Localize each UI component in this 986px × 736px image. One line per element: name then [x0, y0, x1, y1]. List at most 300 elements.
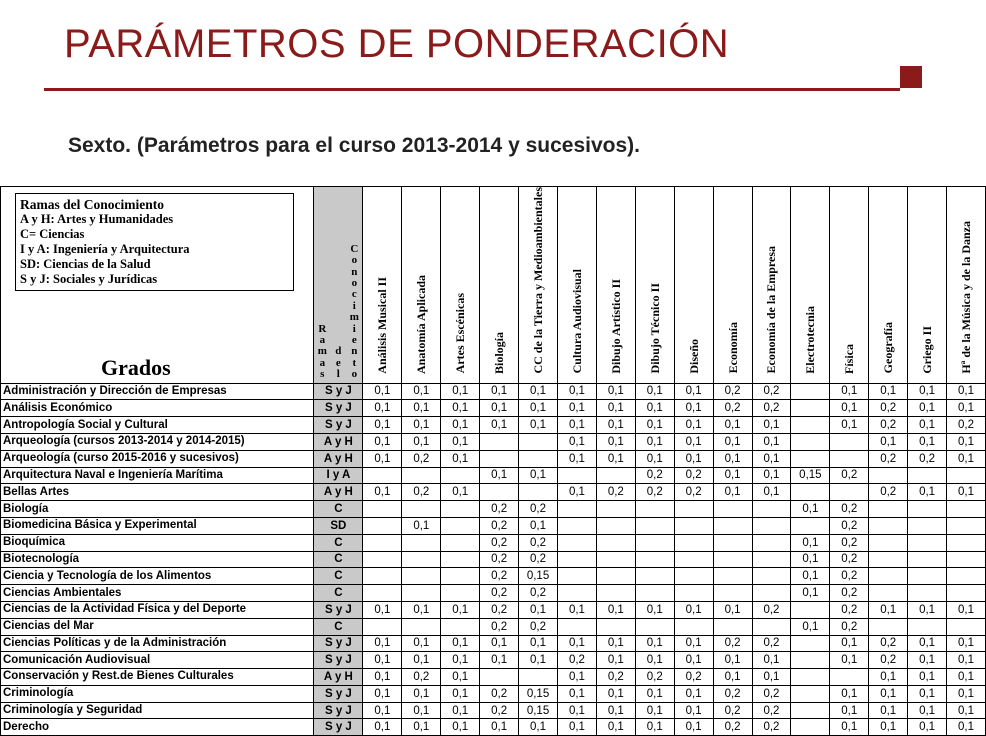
rama-cell: C	[314, 568, 363, 585]
weight-cell	[830, 669, 869, 686]
weight-cell: 0,1	[713, 652, 752, 669]
weight-cell: 0,2	[830, 585, 869, 602]
weight-cell: 0,1	[869, 702, 908, 719]
weight-cell: 0,1	[635, 400, 674, 417]
table-row	[1, 719, 986, 736]
weight-cell: 0,2	[402, 484, 441, 501]
weight-cell: 0,2	[674, 467, 713, 484]
table-row	[1, 501, 986, 518]
weight-cell	[519, 450, 558, 467]
legend-header-cell	[1, 187, 314, 384]
weight-cell: 0,1	[947, 635, 986, 652]
weight-cell	[441, 517, 480, 534]
grado-name: Conservación y Rest.de Bienes Culturales	[1, 669, 314, 686]
weight-cell: 0,2	[480, 702, 519, 719]
weight-cell	[947, 568, 986, 585]
weight-cell	[557, 585, 596, 602]
weight-cell: 0,1	[441, 652, 480, 669]
grado-name: Ciencias Ambientales	[1, 585, 314, 602]
weight-cell	[557, 551, 596, 568]
table-row	[1, 400, 986, 417]
table-row	[1, 652, 986, 669]
weight-cell: 0,1	[441, 433, 480, 450]
weight-cell: 0,1	[947, 383, 986, 400]
grado-name: Ciencia y Tecnología de los Alimentos	[1, 568, 314, 585]
table-row	[1, 534, 986, 551]
rama-cell: A y H	[314, 433, 363, 450]
weight-cell: 0,2	[713, 400, 752, 417]
ramas-header-letter: n	[351, 345, 358, 358]
weight-cell	[674, 585, 713, 602]
weight-cell: 0,1	[791, 568, 830, 585]
weight-cell: 0,1	[557, 400, 596, 417]
grado-name: Biomedicina Básica y Experimental	[1, 517, 314, 534]
weight-cell	[674, 568, 713, 585]
weight-cell: 0,1	[519, 517, 558, 534]
weight-cell	[596, 585, 635, 602]
column-header-label: Artes Escénicas	[453, 293, 468, 374]
weight-cell: 0,1	[908, 417, 947, 434]
weight-cell: 0,1	[635, 652, 674, 669]
weight-cell	[791, 601, 830, 618]
weight-cell: 0,1	[947, 433, 986, 450]
rama-cell: C	[314, 585, 363, 602]
weight-cell: 0,1	[791, 585, 830, 602]
weight-cell	[791, 685, 830, 702]
weight-cell	[674, 551, 713, 568]
rama-cell: I y A	[314, 467, 363, 484]
weight-cell: 0,1	[908, 433, 947, 450]
weight-cell	[557, 534, 596, 551]
weight-cell: 0,2	[713, 685, 752, 702]
weight-cell: 0,2	[480, 618, 519, 635]
column-header	[674, 187, 713, 384]
ponderation-table	[0, 186, 986, 736]
weight-cell	[441, 618, 480, 635]
weight-cell	[402, 467, 441, 484]
weight-cell: 0,15	[519, 568, 558, 585]
weight-cell: 0,1	[869, 433, 908, 450]
weight-cell	[480, 669, 519, 686]
weight-cell: 0,1	[635, 685, 674, 702]
ramas-header-letter: i	[352, 299, 356, 312]
weight-cell	[869, 501, 908, 518]
grado-name: Bioquímica	[1, 534, 314, 551]
weight-cell	[441, 534, 480, 551]
ramas-header-letter: l	[336, 368, 340, 381]
weight-cell: 0,2	[519, 551, 558, 568]
weight-cell: 0,2	[557, 652, 596, 669]
table-row	[1, 450, 986, 467]
weight-cell: 0,1	[635, 635, 674, 652]
weight-cell: 0,1	[947, 400, 986, 417]
weight-cell: 0,1	[480, 383, 519, 400]
ramas-header-letter: i	[352, 322, 356, 335]
weight-cell: 0,1	[557, 450, 596, 467]
table-row	[1, 601, 986, 618]
weight-cell: 0,2	[480, 601, 519, 618]
weight-cell: 0,1	[557, 685, 596, 702]
weight-cell: 0,2	[869, 484, 908, 501]
ramas-header-letter: R	[318, 322, 327, 335]
weight-cell: 0,1	[674, 417, 713, 434]
table-body	[1, 383, 986, 736]
weight-cell: 0,1	[752, 433, 791, 450]
weight-cell: 0,1	[557, 719, 596, 736]
weight-cell: 0,1	[557, 601, 596, 618]
weight-cell: 0,1	[908, 484, 947, 501]
slide-subtitle: Sexto. (Parámetros para el curso 2013-2014 y sucesivos).	[68, 134, 640, 157]
weight-cell: 0,2	[752, 601, 791, 618]
weight-cell	[947, 501, 986, 518]
weight-cell	[791, 517, 830, 534]
weight-cell	[635, 585, 674, 602]
grado-name: Criminología	[1, 685, 314, 702]
weight-cell	[947, 467, 986, 484]
weight-cell: 0,1	[402, 517, 441, 534]
weight-cell: 0,1	[908, 383, 947, 400]
column-header-label: Dibujo Artístico II	[608, 278, 623, 374]
weight-cell: 0,1	[596, 685, 635, 702]
weight-cell	[752, 551, 791, 568]
weight-cell: 0,1	[363, 685, 402, 702]
weight-cell: 0,1	[869, 719, 908, 736]
column-header-label: Griego II	[920, 325, 935, 374]
weight-cell: 0,2	[752, 383, 791, 400]
weight-cell: 0,1	[635, 601, 674, 618]
weight-cell	[596, 467, 635, 484]
weight-cell: 0,1	[713, 433, 752, 450]
weight-cell	[363, 534, 402, 551]
table-row	[1, 417, 986, 434]
weight-cell: 0,1	[441, 719, 480, 736]
weight-cell: 0,1	[947, 669, 986, 686]
weight-cell: 0,2	[402, 450, 441, 467]
grado-name: Arqueología (cursos 2013-2014 y 2014-2015)	[1, 433, 314, 450]
weight-cell: 0,2	[480, 568, 519, 585]
weight-cell: 0,1	[947, 484, 986, 501]
weight-cell: 0,1	[752, 450, 791, 467]
weight-cell: 0,1	[830, 702, 869, 719]
weight-cell	[830, 484, 869, 501]
title-accent-square	[900, 66, 922, 88]
legend-line: I y A: Ingeniería y Arquitectura	[20, 242, 190, 256]
weight-cell: 0,1	[752, 652, 791, 669]
weight-cell	[908, 618, 947, 635]
grados-label: Grados	[101, 354, 171, 380]
table-row	[1, 517, 986, 534]
rama-cell: S y J	[314, 685, 363, 702]
weight-cell	[791, 450, 830, 467]
weight-cell: 0,2	[713, 702, 752, 719]
ramas-header-letter: e	[351, 333, 357, 346]
weight-cell: 0,1	[674, 601, 713, 618]
table-row	[1, 702, 986, 719]
weight-cell: 0,1	[674, 433, 713, 450]
weight-cell: 0,1	[402, 685, 441, 702]
weight-cell	[908, 517, 947, 534]
legend-title: Ramas del Conocimiento	[20, 197, 164, 212]
column-header-label: Anatomía Aplicada	[414, 274, 429, 374]
weight-cell: 0,1	[674, 635, 713, 652]
weight-cell: 0,1	[557, 702, 596, 719]
weight-cell: 0,2	[480, 585, 519, 602]
weight-cell: 0,1	[908, 685, 947, 702]
weight-cell	[635, 534, 674, 551]
weight-cell: 0,1	[441, 635, 480, 652]
column-header	[519, 187, 558, 384]
weight-cell	[519, 484, 558, 501]
weight-cell	[791, 719, 830, 736]
column-header	[947, 187, 986, 384]
ramas-header-letter: d	[335, 345, 342, 358]
rama-cell: S y J	[314, 652, 363, 669]
rama-cell: S y J	[314, 383, 363, 400]
weight-cell: 0,1	[402, 383, 441, 400]
weight-cell: 0,1	[519, 719, 558, 736]
weight-cell: 0,2	[635, 484, 674, 501]
weight-cell	[441, 585, 480, 602]
weight-cell: 0,2	[830, 618, 869, 635]
weight-cell: 0,1	[947, 601, 986, 618]
weight-cell: 0,2	[830, 501, 869, 518]
weight-cell	[752, 568, 791, 585]
weight-cell: 0,2	[752, 400, 791, 417]
weight-cell: 0,1	[557, 417, 596, 434]
weight-cell	[908, 585, 947, 602]
weight-cell	[908, 551, 947, 568]
weight-cell	[713, 551, 752, 568]
legend-line: SD: Ciencias de la Salud	[20, 257, 151, 271]
weight-cell: 0,1	[480, 467, 519, 484]
ramas-header-letter: t	[352, 356, 357, 369]
column-header-label: Física	[842, 343, 857, 374]
weight-cell	[402, 568, 441, 585]
weight-cell: 0,1	[791, 618, 830, 635]
weight-cell: 0,2	[480, 685, 519, 702]
weight-cell: 0,1	[441, 685, 480, 702]
column-header	[441, 187, 480, 384]
weight-cell	[752, 501, 791, 518]
ramas-header-letter: s	[320, 368, 325, 381]
weight-cell	[519, 433, 558, 450]
weight-cell: 0,1	[635, 417, 674, 434]
weight-cell: 0,1	[402, 417, 441, 434]
grado-name: Administración y Dirección de Empresas	[1, 383, 314, 400]
weight-cell: 0,1	[519, 400, 558, 417]
grado-name: Ciencias Políticas y de la Administración	[1, 635, 314, 652]
weight-cell	[402, 501, 441, 518]
weight-cell: 0,1	[674, 719, 713, 736]
weight-cell	[596, 501, 635, 518]
weight-cell: 0,1	[402, 433, 441, 450]
weight-cell: 0,2	[480, 534, 519, 551]
weight-cell	[713, 618, 752, 635]
weight-cell	[402, 618, 441, 635]
rama-cell: A y H	[314, 484, 363, 501]
weight-cell	[869, 551, 908, 568]
weight-cell	[635, 551, 674, 568]
weight-cell: 0,1	[596, 383, 635, 400]
column-header-label: Dibujo Técnico II	[647, 283, 662, 374]
weight-cell: 0,2	[869, 417, 908, 434]
column-header	[557, 187, 596, 384]
weight-cell: 0,2	[596, 669, 635, 686]
weight-cell	[363, 467, 402, 484]
weight-cell	[635, 501, 674, 518]
weight-cell: 0,1	[830, 383, 869, 400]
column-header	[713, 187, 752, 384]
column-header	[791, 187, 830, 384]
column-header-label: Análisis Musical II	[375, 276, 390, 374]
weight-cell: 0,1	[596, 601, 635, 618]
column-header-label: Diseño	[686, 338, 701, 374]
weight-cell: 0,1	[947, 652, 986, 669]
table-row	[1, 635, 986, 652]
table-row	[1, 585, 986, 602]
table-row	[1, 618, 986, 635]
weight-cell	[713, 585, 752, 602]
rama-cell: S y J	[314, 635, 363, 652]
weight-cell	[947, 517, 986, 534]
weight-cell	[791, 484, 830, 501]
weight-cell: 0,1	[402, 652, 441, 669]
weight-cell: 0,1	[713, 450, 752, 467]
ramas-header-letter: c	[351, 288, 357, 301]
weight-cell	[402, 585, 441, 602]
column-header	[402, 187, 441, 384]
weight-cell: 0,2	[713, 383, 752, 400]
slide-title: PARÁMETROS DE PONDERACIÓN	[64, 22, 730, 66]
weight-cell	[791, 433, 830, 450]
weight-cell	[674, 501, 713, 518]
column-header	[596, 187, 635, 384]
weight-cell: 0,1	[908, 669, 947, 686]
weight-cell: 0,1	[519, 601, 558, 618]
weight-cell: 0,1	[363, 400, 402, 417]
ramas-header-letter: m	[317, 345, 327, 358]
weight-cell	[557, 568, 596, 585]
weight-cell: 0,1	[480, 400, 519, 417]
weight-cell: 0,1	[402, 400, 441, 417]
weight-cell	[713, 517, 752, 534]
weight-cell	[713, 534, 752, 551]
weight-cell: 0,1	[441, 400, 480, 417]
weight-cell: 0,2	[519, 534, 558, 551]
rama-cell: C	[314, 501, 363, 518]
rama-cell: S y J	[314, 719, 363, 736]
weight-cell: 0,1	[752, 669, 791, 686]
column-header-label: Biología	[492, 331, 507, 374]
weight-cell: 0,2	[635, 467, 674, 484]
column-header	[752, 187, 791, 384]
rama-cell: A y H	[314, 669, 363, 686]
weight-cell: 0,2	[947, 417, 986, 434]
weight-cell	[596, 568, 635, 585]
table-row	[1, 685, 986, 702]
column-header	[363, 187, 402, 384]
weight-cell	[713, 568, 752, 585]
column-header	[480, 187, 519, 384]
weight-cell: 0,2	[402, 669, 441, 686]
grado-name: Derecho	[1, 719, 314, 736]
ramas-header-letter: a	[319, 356, 326, 369]
ramas-column-header	[314, 187, 363, 384]
rama-cell: A y H	[314, 450, 363, 467]
weight-cell: 0,15	[519, 685, 558, 702]
column-header-label: Geografía	[881, 322, 896, 374]
weight-cell: 0,1	[830, 635, 869, 652]
weight-cell: 0,1	[830, 685, 869, 702]
weight-cell	[947, 618, 986, 635]
weight-cell: 0,1	[713, 601, 752, 618]
table-row	[1, 568, 986, 585]
ramas-header-letter: o	[351, 254, 358, 267]
table-row	[1, 383, 986, 400]
weight-cell: 0,1	[363, 417, 402, 434]
weight-cell: 0,1	[480, 635, 519, 652]
weight-cell: 0,1	[908, 635, 947, 652]
weight-cell: 0,1	[363, 652, 402, 669]
weight-cell: 0,1	[441, 601, 480, 618]
weight-cell	[635, 517, 674, 534]
weight-cell	[869, 467, 908, 484]
weight-cell: 0,1	[441, 417, 480, 434]
weight-cell: 0,2	[869, 652, 908, 669]
rama-cell: C	[314, 618, 363, 635]
weight-cell	[713, 501, 752, 518]
weight-cell: 0,1	[674, 652, 713, 669]
weight-cell: 0,1	[596, 635, 635, 652]
weight-cell: 0,2	[869, 635, 908, 652]
weight-cell: 0,1	[402, 719, 441, 736]
weight-cell: 0,1	[713, 669, 752, 686]
weight-cell	[402, 551, 441, 568]
weight-cell	[441, 501, 480, 518]
rama-cell: C	[314, 534, 363, 551]
weight-cell: 0,2	[752, 685, 791, 702]
weight-cell: 0,1	[752, 484, 791, 501]
weight-cell: 0,2	[830, 534, 869, 551]
weight-cell: 0,1	[596, 417, 635, 434]
weight-cell: 0,1	[635, 383, 674, 400]
legend-box	[15, 193, 294, 291]
weight-cell: 0,1	[947, 450, 986, 467]
weight-cell	[441, 568, 480, 585]
column-header	[908, 187, 947, 384]
weight-cell: 0,1	[869, 685, 908, 702]
weight-cell: 0,1	[791, 501, 830, 518]
weight-cell: 0,1	[791, 534, 830, 551]
weight-cell	[947, 551, 986, 568]
weight-cell	[791, 417, 830, 434]
table-row	[1, 669, 986, 686]
weight-cell: 0,1	[947, 719, 986, 736]
weight-cell: 0,2	[830, 467, 869, 484]
weight-cell: 0,1	[752, 417, 791, 434]
weight-cell: 0,2	[519, 618, 558, 635]
weight-cell: 0,1	[402, 635, 441, 652]
weight-cell: 0,1	[596, 400, 635, 417]
weight-cell	[752, 618, 791, 635]
weight-cell: 0,1	[674, 685, 713, 702]
weight-cell	[947, 534, 986, 551]
weight-cell: 0,1	[791, 551, 830, 568]
grado-name: Biología	[1, 501, 314, 518]
weight-cell: 0,1	[557, 635, 596, 652]
weight-cell	[596, 534, 635, 551]
grado-name: Arqueología (curso 2015-2016 y sucesivos)	[1, 450, 314, 467]
